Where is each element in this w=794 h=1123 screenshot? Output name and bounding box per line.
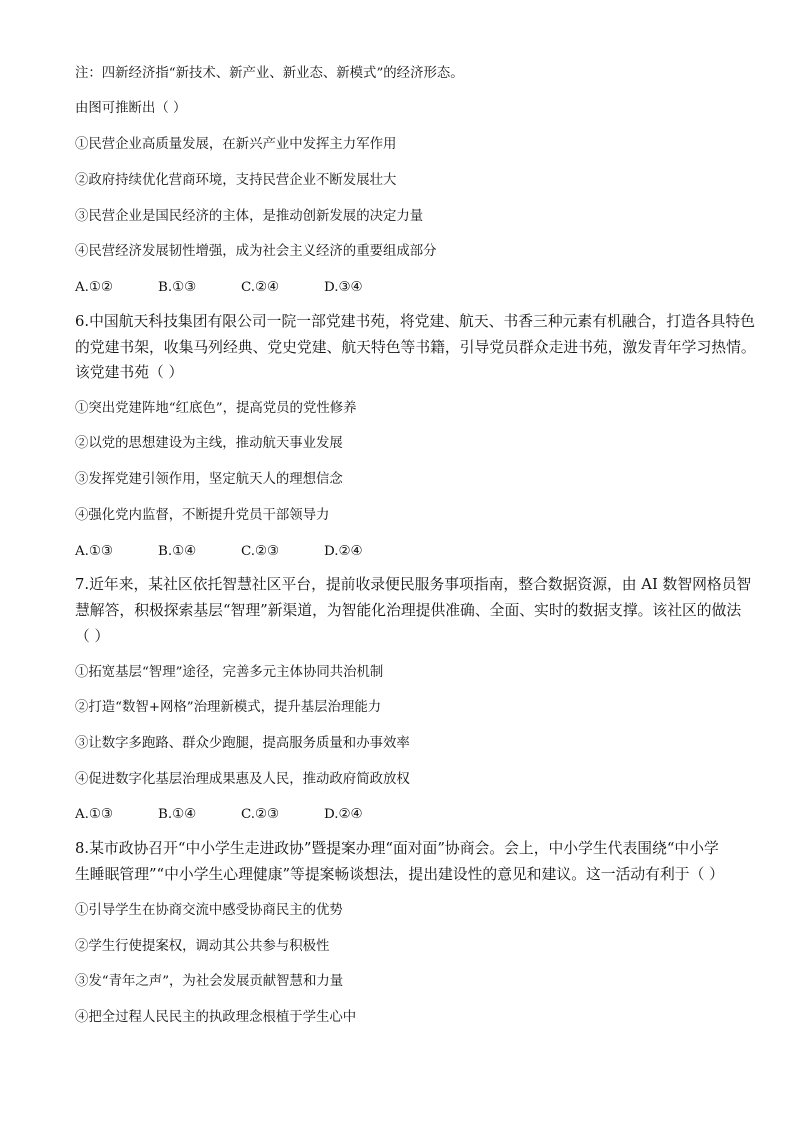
question-8-stem: 8.某市政协召开“中小学生走进政协”暨提案办理“面对面”协商会。会上，中小学生代表围绕“中小学	[75, 840, 719, 857]
option-a: A.①③	[75, 807, 113, 822]
choice-item: ①突出党建阵地“红底色”，提高党员的党性修养	[75, 401, 357, 416]
choice-item: ③发挥党建引领作用，坚定航天人的理想信念	[75, 472, 343, 487]
answer-options	[75, 281, 407, 294]
option-d: D.②④	[324, 544, 363, 559]
question-6-stem: 的党建书架，收集马列经典、党史党建、航天特色等书籍，引导党员群众走进书苑，激发青年学习热情。	[75, 339, 756, 356]
option-a: A.①②	[75, 280, 113, 295]
question-7-stem: （ ）	[75, 628, 110, 645]
choice-item: ②政府持续优化营商环境，支持民营企业不断发展壮大	[75, 173, 397, 188]
question-6-stem: 该党建书苑（ ）	[75, 364, 184, 381]
answer-options	[75, 545, 407, 558]
option-b: B.①④	[158, 544, 197, 559]
option-b: B.①④	[158, 807, 197, 822]
choice-item: ①引导学生在协商交流中感受协商民主的优势	[75, 903, 343, 918]
option-d: D.③④	[324, 280, 363, 295]
choice-item: ①拓宽基层“智理”途径，完善多元主体协同共治机制	[75, 665, 384, 680]
choice-item: ①民营企业高质量发展，在新兴产业中发挥主力军作用	[75, 137, 397, 152]
answer-options	[75, 808, 407, 821]
question-7-stem: 7.近年来，某社区依托智慧社区平台，提前收录便民服务事项指南，整合数据资源，由 AI 数智网格员智	[75, 576, 752, 593]
choice-item: ④促进数字化基层治理成果惠及人民，推动政府简政放权	[75, 772, 410, 787]
choice-item: ④强化党内监督，不断提升党员干部领导力	[75, 508, 330, 523]
question-6-stem: 6.中国航天科技集团有限公司一院一部党建书苑，将党建、航天、书香三种元素有机融合，打造各具特色	[75, 313, 755, 330]
choice-item: ③让数字多跑路、群众少跑腿，提高服务质量和办事效率	[75, 736, 410, 751]
note-text: 注：四新经济指“新技术、新产业、新业态、新模式”的经济形态。	[75, 66, 464, 81]
option-c: C.②④	[241, 280, 280, 295]
choice-item: ②打造“数智+网格”治理新模式，提升基层治理能力	[75, 700, 382, 715]
choice-item: ②学生行使提案权，调动其公共参与积极性	[75, 939, 330, 954]
question-7-stem: 慧解答，积极探索基层“智理”新渠道，为智能化治理提供准确、全面、实时的数据支撑。该社区的做法	[75, 602, 742, 619]
option-c: C.②③	[241, 807, 280, 822]
question-stem: 由图可推断出（ ）	[75, 101, 187, 116]
choice-item: ③民营企业是国民经济的主体，是推动创新发展的决定力量	[75, 209, 424, 224]
option-c: C.②③	[241, 544, 280, 559]
option-b: B.①③	[158, 280, 197, 295]
choice-item: ③发“青年之声”，为社会发展贡献智慧和力量	[75, 974, 344, 989]
choice-item: ④把全过程人民民主的执政理念根植于学生心中	[75, 1010, 357, 1025]
question-8-stem: 生睡眠管理”“中小学生心理健康”等提案畅谈想法，提出建设性的意见和建议。这一活动有利于（ ）	[75, 866, 724, 883]
choice-item: ②以党的思想建设为主线，推动航天事业发展	[75, 436, 343, 451]
choice-item: ④民营经济发展韧性增强，成为社会主义经济的重要组成部分	[75, 244, 437, 259]
option-a: A.①③	[75, 544, 113, 559]
option-d: D.②④	[324, 807, 363, 822]
